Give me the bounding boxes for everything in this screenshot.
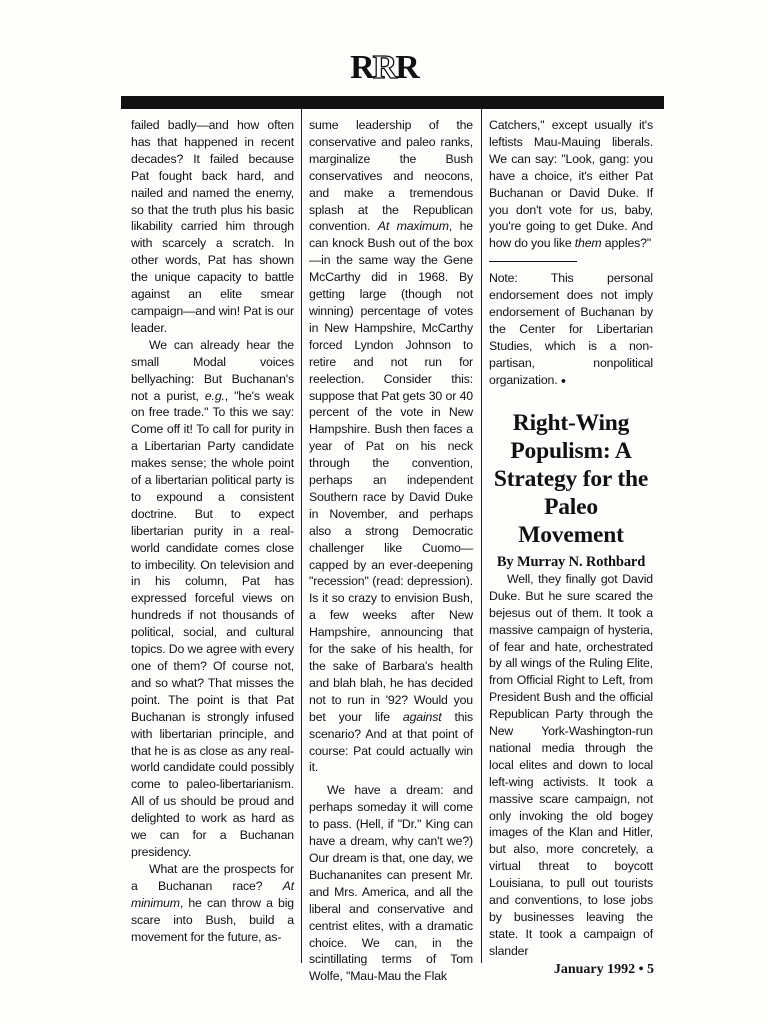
page-footer: January 1992 • 5 [553,962,654,977]
column-divider-2 [481,109,482,963]
endorsement-note: Note: This personal endorsement does not imply endorsement of Buchanan by the Center for Libertarian Studies, which is a non-partisan, nonpolitical organization. ● [489,271,653,387]
column-3 [489,117,653,960]
article-byline: By Murray N. Rothbard [496,553,646,570]
note-divider [489,261,577,262]
column-2 [309,117,473,985]
paragraph: Well, they finally got David Duke. But he sure scared the bejesus out of them. It took a massive campaign of hysteria, of fear and hate, orchestrated by all wings of the Ruling Elite, from Official Right to Left, from President Bush and the official Republican Party through the New York-Washington-run national media through the local elites and down to local left-wing activists. It took a massive scare campaign, not only invoking the old bogey images of the Klan and Hitler, but also, more concretely, a virtual threat to boycott Louisiana, to pull out tourists and conventions, to lose jobs by businesses leaving the state. It took a campaign of slander [489,571,653,958]
end-mark: ● [560,374,567,385]
article-headline: Right-Wing Populism: A Strategy for the Paleo Movement [493,409,649,548]
column-divider-1 [301,109,302,963]
paragraph: What are the prospects for a Buchanan race? At minimum, he can throw a big scare into Bush, build a movement for the future, as- [131,861,294,944]
paragraph: We have a dream: and perhaps someday it will come to pass. (Hell, if "Dr." King can have a dream, why can't we?) Our dream is that, one day, we Buchananites can present Mr. and Mrs. America, and all the liberal and conservative and centrist elites, with a dramatic choice. We can, in the scintillating terms of Tom Wolfe, "Mau-Mau the Flak [309,783,473,984]
column-1 [131,117,294,945]
paragraph: sume leadership of the conservative and paleo ranks, marginalize the Bush conservatives and neocons, and make a tremendous splash at the Republican convention. At maximum, he can knock Bush out of the box—in the same way the Gene McCarthy did in 1968. By getting large (though not winning) percentage of votes in New Hampshire, McCarthy forced Lyndon Johnson to retire and not run for reelection. Consider this: suppose that Pat gets 30 or 40 percent of the vote in New Hampshire. Bush then faces a year of Pat on his neck through the convention, perhaps an independent Southern race by David Duke in November, and perhaps also a strong Democratic challenger like Cuomo—capped by an ever-deepening "recession" (read: depression). Is it so crazy to envision Bush, a few weeks after New Hampshire, announcing that for the sake of his health, for the sake of Barbara's health and blah blah, he has decided not to run in '92? Would you bet your life against this scenario? And at that point of course: Pat could actually win it. [309,118,473,775]
paragraph: We can already hear the small Modal voices bellyaching: But Buchanan's not a purist, e.g., "he's weak on free trade." To this we say: Come off it! To call for purity in a Libertarian Party candidate makes sense; the whole point of a libertarian political party is to expound a consistent doctrine. But to expect libertarian purity in a real-world candidate comes close to imbecility. On television and in his column, Pat has expressed forceful views on hundreds if not thousands of political, social, and cultural topics. Do we agree with every one of them? Of course not, and so what? That misses the point. The point is that Pat Buchanan is strongly infused with libertarian principle, and that he is as close as any real-world candidate could possibly come to paleo-libertarianism. All of us should be proud and delighted to work as hard as we can for a Buchanan presidency. [131,337,294,859]
masthead-logo: RRR [350,49,418,86]
paragraph: Catchers," except usually it's leftists Mau-Mauing liberals. We can say: "Look, gang: you have a choice, it's either Pat Buchanan or David Duke. If you don't vote for us, baby, you're going to get Duke. And how do you like them apples?" [489,118,653,251]
paragraph: failed badly—and how often has that happened in recent decades? It failed because Pat fought back hard, and nailed and named the enemy, so that the truth plus his basic likability carried him through with scarcely a scratch. In other words, Pat has shown the unique capacity to battle against an elite smear campaign—and win! Pat is our leader. [131,118,294,335]
header-rule [121,96,664,109]
